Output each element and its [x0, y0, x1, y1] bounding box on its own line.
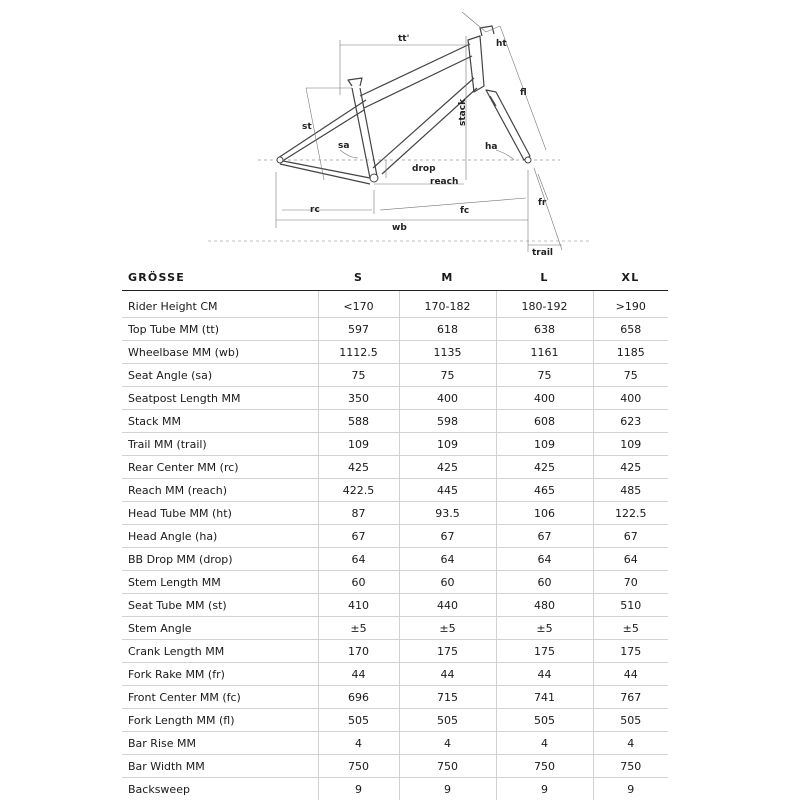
- row-value: ±5: [399, 617, 496, 640]
- row-label: Front Center MM (fc): [122, 686, 318, 709]
- table-row: [122, 686, 668, 709]
- row-label: Seat Angle (sa): [122, 364, 318, 387]
- row-value: ±5: [318, 617, 399, 640]
- label-trail: trail: [532, 248, 553, 258]
- row-value: >190: [593, 291, 668, 318]
- row-value: 106: [496, 502, 593, 525]
- label-sa: sa: [338, 141, 350, 151]
- row-value: 64: [399, 548, 496, 571]
- row-value: 67: [318, 525, 399, 548]
- label-stack: stack: [458, 98, 468, 126]
- table-row: [122, 456, 668, 479]
- table-row: [122, 387, 668, 410]
- size-header-s: S: [318, 264, 399, 291]
- row-value: 9: [399, 778, 496, 800]
- row-value: 67: [496, 525, 593, 548]
- label-ht: ht: [496, 39, 507, 49]
- row-value: 638: [496, 318, 593, 341]
- row-value: 588: [318, 410, 399, 433]
- row-value: 109: [318, 433, 399, 456]
- table-row: [122, 410, 668, 433]
- row-value: 109: [399, 433, 496, 456]
- table-row: [122, 594, 668, 617]
- size-header-m: M: [399, 264, 496, 291]
- table-row: [122, 525, 668, 548]
- row-value: 750: [496, 755, 593, 778]
- row-value: 75: [318, 364, 399, 387]
- row-value: 64: [593, 548, 668, 571]
- row-value: 9: [496, 778, 593, 800]
- row-value: 425: [593, 456, 668, 479]
- row-label: Bar Width MM: [122, 755, 318, 778]
- row-value: 422.5: [318, 479, 399, 502]
- row-value: 64: [496, 548, 593, 571]
- row-value: 715: [399, 686, 496, 709]
- label-rc: rc: [310, 205, 320, 215]
- label-ha: ha: [485, 142, 498, 152]
- row-value: 465: [496, 479, 593, 502]
- row-value: 425: [496, 456, 593, 479]
- row-value: 93.5: [399, 502, 496, 525]
- row-value: 750: [318, 755, 399, 778]
- frame-geometry-diagram: [0, 0, 800, 262]
- table-row: [122, 709, 668, 732]
- table-row: [122, 502, 668, 525]
- table-row: [122, 755, 668, 778]
- row-value: 175: [593, 640, 668, 663]
- table-row: [122, 364, 668, 387]
- label-st: st: [302, 122, 312, 132]
- dimension-lines: [276, 12, 562, 252]
- row-value: 87: [318, 502, 399, 525]
- row-value: 623: [593, 410, 668, 433]
- row-value: 70: [593, 571, 668, 594]
- row-value: 400: [593, 387, 668, 410]
- row-label: Reach MM (reach): [122, 479, 318, 502]
- row-value: 696: [318, 686, 399, 709]
- row-value: 60: [496, 571, 593, 594]
- row-value: 445: [399, 479, 496, 502]
- front-axle: [525, 157, 531, 163]
- table-row: [122, 571, 668, 594]
- row-label: Stem Length MM: [122, 571, 318, 594]
- row-value: 350: [318, 387, 399, 410]
- row-value: 64: [318, 548, 399, 571]
- table-body: [122, 291, 668, 800]
- row-label: Trail MM (trail): [122, 433, 318, 456]
- row-value: 400: [496, 387, 593, 410]
- row-value: 9: [318, 778, 399, 800]
- row-value: 480: [496, 594, 593, 617]
- table-row: [122, 318, 668, 341]
- row-value: 485: [593, 479, 668, 502]
- table-header-row: [122, 264, 668, 291]
- row-value: 75: [399, 364, 496, 387]
- row-value: 597: [318, 318, 399, 341]
- row-label: Stem Angle: [122, 617, 318, 640]
- geometry-table: [122, 264, 668, 800]
- row-value: 658: [593, 318, 668, 341]
- row-value: 1135: [399, 341, 496, 364]
- size-header-label: GRÖSSE: [122, 264, 318, 291]
- table-row: [122, 778, 668, 800]
- row-value: 505: [593, 709, 668, 732]
- label-tt: tt': [398, 34, 410, 44]
- row-value: 1161: [496, 341, 593, 364]
- label-wb: wb: [392, 223, 407, 233]
- row-value: 170-182: [399, 291, 496, 318]
- rear-axle: [277, 157, 283, 163]
- row-value: 4: [318, 732, 399, 755]
- table-row: [122, 548, 668, 571]
- row-label: Head Tube MM (ht): [122, 502, 318, 525]
- row-label: Crank Length MM: [122, 640, 318, 663]
- label-fr: fr: [538, 198, 547, 208]
- row-value: 175: [496, 640, 593, 663]
- row-value: 44: [399, 663, 496, 686]
- row-value: 510: [593, 594, 668, 617]
- row-label: Rider Height CM: [128, 299, 218, 313]
- bottom-bracket: [370, 174, 378, 182]
- row-value: 109: [593, 433, 668, 456]
- row-value: 9: [593, 778, 668, 800]
- row-label: Fork Length MM (fl): [122, 709, 318, 732]
- row-value: ±5: [496, 617, 593, 640]
- table-row: [122, 291, 668, 318]
- label-reach: reach: [430, 177, 459, 187]
- row-value: 505: [399, 709, 496, 732]
- row-label: Head Angle (ha): [122, 525, 318, 548]
- row-value: 67: [399, 525, 496, 548]
- row-value: 4: [399, 732, 496, 755]
- row-value: 44: [593, 663, 668, 686]
- row-value: 75: [593, 364, 668, 387]
- row-value: ±5: [593, 617, 668, 640]
- row-label: Fork Rake MM (fr): [122, 663, 318, 686]
- table-row: [122, 479, 668, 502]
- row-label: Seatpost Length MM: [122, 387, 318, 410]
- row-value: 608: [496, 410, 593, 433]
- table-row: [122, 663, 668, 686]
- row-value: 1112.5: [318, 341, 399, 364]
- row-value: 425: [399, 456, 496, 479]
- row-value: 410: [318, 594, 399, 617]
- label-fc: fc: [460, 206, 470, 216]
- label-fl: fl: [520, 88, 527, 98]
- row-value: 175: [399, 640, 496, 663]
- size-header-xl: XL: [593, 264, 668, 291]
- row-value: 400: [399, 387, 496, 410]
- size-header-l: L: [496, 264, 593, 291]
- row-value: 60: [399, 571, 496, 594]
- row-label: Top Tube MM (tt): [122, 318, 318, 341]
- label-drop: drop: [412, 164, 436, 174]
- row-label: BB Drop MM (drop): [122, 548, 318, 571]
- row-value: 4: [593, 732, 668, 755]
- row-value: 4: [496, 732, 593, 755]
- row-value: 425: [318, 456, 399, 479]
- row-value: 741: [496, 686, 593, 709]
- row-value: 505: [496, 709, 593, 732]
- row-value: 44: [496, 663, 593, 686]
- row-value: 618: [399, 318, 496, 341]
- row-value: 67: [593, 525, 668, 548]
- row-label: Seat Tube MM (st): [122, 594, 318, 617]
- row-label: Backsweep: [122, 778, 318, 800]
- row-value: 440: [399, 594, 496, 617]
- table-row: [122, 341, 668, 364]
- table-row: [122, 617, 668, 640]
- table-row: [122, 640, 668, 663]
- row-value: 1185: [593, 341, 668, 364]
- row-label: Bar Rise MM: [122, 732, 318, 755]
- row-value: 750: [399, 755, 496, 778]
- row-value: 180-192: [496, 291, 593, 318]
- table-row: [122, 732, 668, 755]
- row-value: 60: [318, 571, 399, 594]
- row-value: 75: [496, 364, 593, 387]
- row-value: 750: [593, 755, 668, 778]
- table-row: [122, 433, 668, 456]
- row-value: 122.5: [593, 502, 668, 525]
- row-value: 598: [399, 410, 496, 433]
- row-value: 109: [496, 433, 593, 456]
- row-value: 505: [318, 709, 399, 732]
- row-label: Wheelbase MM (wb): [122, 341, 318, 364]
- row-value: 767: [593, 686, 668, 709]
- row-label: Rear Center MM (rc): [122, 456, 318, 479]
- row-value: <170: [318, 291, 399, 318]
- row-value: 44: [318, 663, 399, 686]
- row-value: 170: [318, 640, 399, 663]
- row-label: Stack MM: [122, 410, 318, 433]
